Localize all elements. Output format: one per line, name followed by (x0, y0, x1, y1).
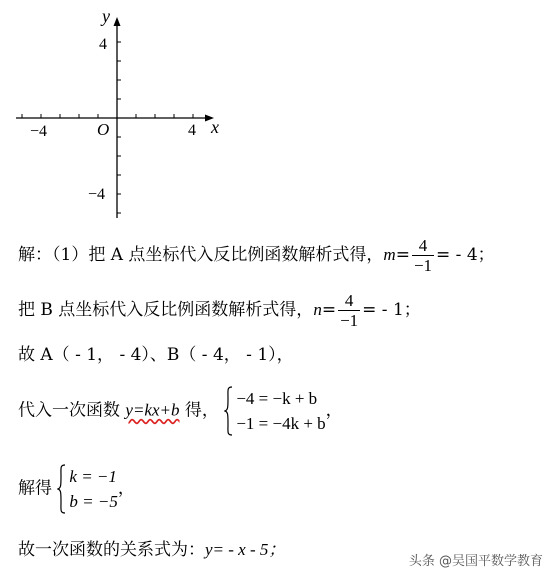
solution-line-2 (18, 291, 421, 330)
y-tick-label-bottom: −4 (88, 186, 106, 203)
system-1-row-1: −4 = −k + b (236, 389, 318, 408)
left-brace-icon (57, 464, 66, 514)
left-brace-icon (224, 386, 233, 436)
equation-system-1 (224, 386, 325, 436)
equals-sign: = (321, 300, 337, 320)
system-1-row-2: −1 = −4k + b (236, 414, 326, 433)
fraction-n (338, 291, 360, 330)
coordinate-axes-figure (0, 0, 240, 222)
solution-line-4 (18, 386, 343, 436)
y-axis-label: y (102, 6, 110, 26)
line-4-text: 代入一次函数 (18, 400, 126, 421)
n-variable: n (313, 300, 322, 319)
origin-label: O (97, 120, 110, 139)
line-4-mid: 得， (179, 400, 219, 421)
x-axis-label: x (211, 117, 219, 137)
equals-sign: = (395, 245, 410, 265)
line-1-text: 解：（1）把 A 点坐标代入反比例函数解析式得， (18, 245, 384, 265)
line-4-comma: ， (325, 400, 343, 421)
line-3-text: 故 A（ - 1， - 4）、B（ - 4， - 1）， (18, 345, 294, 365)
line-1-result: = - 4； (436, 245, 495, 265)
final-function-expr: y= - x - 5； (205, 540, 286, 559)
line-2-text: 把 B 点坐标代入反比例函数解析式得， (18, 300, 314, 320)
fraction-denominator: −1 (413, 256, 433, 275)
system-2-row-1: k = −1 (69, 467, 117, 486)
watermark: 头条 @吴国平数学教育 (408, 554, 543, 569)
solution-line-3 (18, 345, 294, 365)
y-axis-arrow (114, 17, 121, 26)
solution-line-1 (18, 236, 495, 275)
line-5-comma: ， (117, 478, 135, 499)
equation-system-2 (57, 464, 117, 514)
fraction-m (412, 236, 434, 275)
y-tick-label-top: 4 (99, 36, 107, 53)
linear-function-expr: y=kx+b (125, 400, 180, 420)
x-tick-label-right: 4 (188, 122, 196, 139)
solution-line-5 (18, 464, 135, 514)
line-5-text: 解得 (18, 478, 52, 499)
fraction-numerator: 4 (344, 291, 354, 310)
fraction-denominator: −1 (340, 311, 359, 330)
m-variable: m (383, 245, 396, 264)
solution-line-6 (18, 540, 285, 560)
x-tick-label-left: −4 (30, 123, 48, 140)
system-2-row-2: b = −5 (69, 492, 118, 511)
line-6-text: 故一次函数的关系式为： (18, 540, 205, 560)
fraction-numerator: 4 (418, 236, 428, 255)
line-2-result: = - 1； (362, 300, 421, 320)
